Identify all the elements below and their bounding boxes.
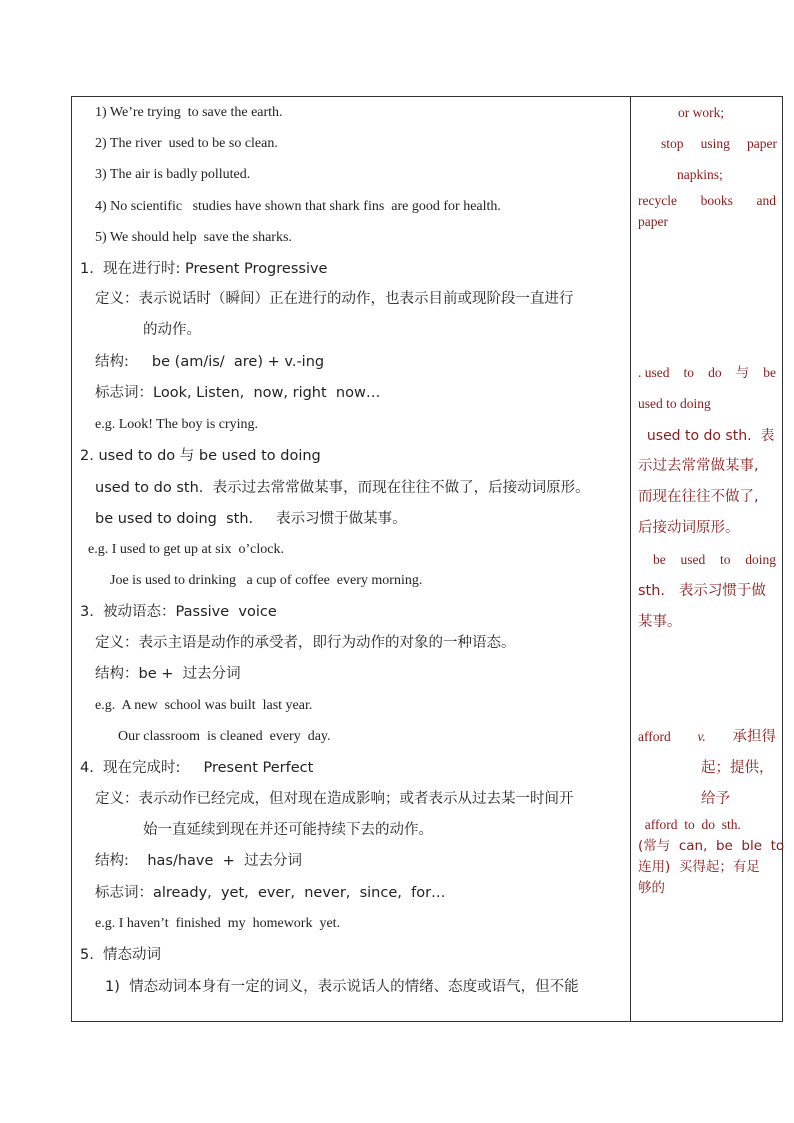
side-note-line: used to do sth. 表	[638, 428, 775, 444]
example-line: Our classroom is cleaned every day.	[118, 729, 331, 744]
side-note-line: 给予	[701, 791, 730, 807]
side-note-line: afford v. 承担得	[638, 729, 776, 745]
section-heading-present-perfect: 4. 现在完成时: Present Perfect	[80, 760, 314, 776]
column-divider	[630, 96, 631, 1022]
be-used-to-explanation: be used to doing sth. 表示习惯于做某事。	[95, 511, 407, 527]
structure-line: 结构：be + 过去分词	[95, 666, 241, 682]
example-line: e.g. I haven’t finished my homework yet.	[95, 916, 341, 931]
section-heading-present-progressive: 1. 现在进行时: Present Progressive	[80, 261, 328, 277]
side-note-line: be used to doing	[653, 552, 776, 567]
definition-line: 定义：表示动作已经完成，但对现在造成影响；或者表示从过去某一时间开	[95, 791, 574, 807]
side-note-line: napkins;	[677, 167, 723, 182]
section-heading-modal-verbs: 5. 情态动词	[80, 947, 162, 963]
side-note-line: paper	[638, 214, 668, 229]
side-note-line: 够的	[638, 880, 665, 896]
section-heading-used-to: 2. used to do 与 be used to doing	[80, 448, 321, 464]
modal-verbs-point-1: 1) 情态动词本身有一定的词义，表示说话人的情绪、态度或语气，但不能	[105, 979, 579, 995]
signal-words-line: 标志词：Look, Listen, now, right now…	[95, 385, 381, 401]
example-sentence-2: 2) The river used to be so clean.	[95, 136, 278, 151]
example-sentence-5: 5) We should help save the sharks.	[95, 230, 292, 245]
example-line: Joe is used to drinking a cup of coffee every morning.	[110, 573, 423, 588]
side-note-line: recycle books and	[638, 193, 776, 208]
side-note-line: sth. 表示习惯于做	[638, 583, 766, 599]
side-note-line: 起；提供，	[701, 760, 774, 776]
side-note-line: 而现在往往不做了,	[638, 489, 759, 505]
side-note-line: 连用) 买得起；有足	[638, 859, 760, 875]
definition-continuation: 的动作。	[143, 322, 201, 338]
example-sentence-3: 3) The air is badly polluted.	[95, 167, 251, 182]
side-note-line: 某事。	[638, 614, 682, 630]
side-note-line: 后接动词原形。	[638, 520, 740, 536]
definition-line: 定义：表示说话时（瞬间）正在进行的动作，也表示目前或现阶段一直进行	[95, 291, 574, 307]
side-note-line: afford to do sth.	[638, 817, 741, 832]
definition-continuation: 始一直延续到现在并还可能持续下去的动作。	[143, 822, 433, 838]
example-line: e.g. A new school was built last year.	[95, 698, 313, 713]
side-note-line: 示过去常常做某事,	[638, 458, 759, 474]
example-sentence-1: 1) We’re trying to save the earth.	[95, 105, 283, 120]
definition-line: 定义：表示主语是动作的承受者，即行为动作的对象的一种语态。	[95, 635, 516, 651]
side-note-line: used to doing	[638, 396, 711, 411]
signal-words-line: 标志词：already, yet, ever, never, since, for…	[95, 885, 446, 901]
side-note-line: (常与 can, be ble to	[638, 838, 785, 854]
section-heading-passive-voice: 3. 被动语态：Passive voice	[80, 604, 277, 620]
example-line: e.g. I used to get up at six o’clock.	[88, 542, 284, 557]
structure-line: 结构: has/have + 过去分词	[95, 853, 302, 869]
structure-line: 结构: be (am/is/ are) + v.-ing	[95, 354, 325, 370]
side-note-line: stop using paper	[661, 136, 777, 151]
example-sentence-4: 4) No scientific studies have shown that shark fins are good for health.	[95, 199, 501, 214]
side-note-line: or work;	[678, 105, 725, 120]
used-to-explanation: used to do sth. 表示过去常常做某事，而现在往往不做了，后接动词原形。	[95, 480, 590, 496]
side-note-line: . used to do 与 be	[638, 365, 776, 381]
example-line: e.g. Look! The boy is crying.	[95, 417, 259, 432]
